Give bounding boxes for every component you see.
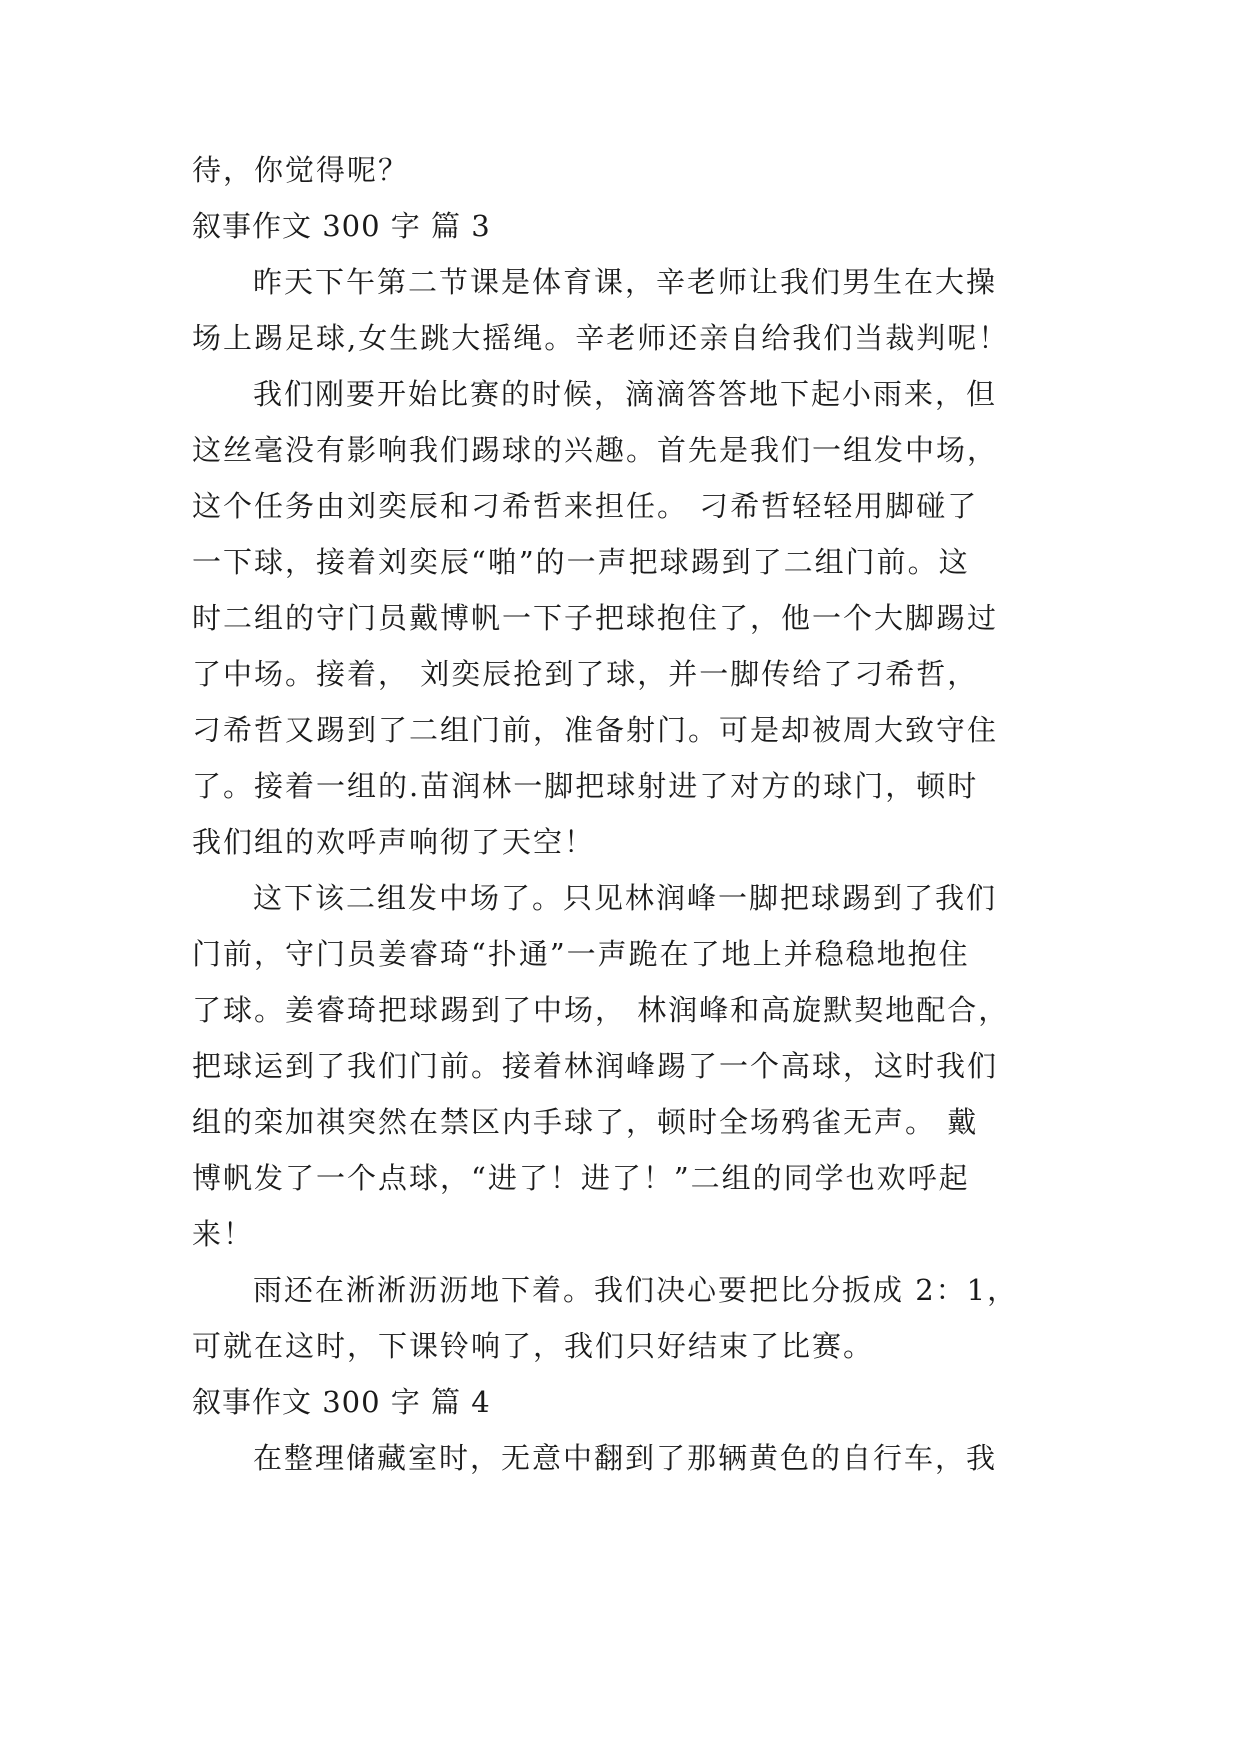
paragraph-line: 场上踢足球,女生跳大摇绳。辛老师还亲自给我们当裁判呢！ <box>192 321 1010 355</box>
paragraph-line: 博帆发了一个点球，“进了！进了！”二组的同学也欢呼起 <box>192 1161 970 1195</box>
paragraph-line: 这个任务由刘奕辰和刁希哲来担任。 刁希哲轻轻用脚碰了 <box>192 489 979 523</box>
section-heading: 叙事作文 300 字 篇 3 <box>192 209 491 243</box>
paragraph-line: 来！ <box>192 1217 255 1251</box>
paragraph-line: 在整理储藏室时，无意中翻到了那辆黄色的自行车，我 <box>253 1441 998 1475</box>
paragraph-line: 了中场。接着， 刘奕辰抢到了球，并一脚传给了刁希哲， <box>192 657 979 691</box>
paragraph-line: 我们刚要开始比赛的时候，滴滴答答地下起小雨来，但 <box>253 377 998 411</box>
paragraph-line: 昨天下午第二节课是体育课，辛老师让我们男生在大操 <box>253 265 998 299</box>
paragraph-line: 这丝毫没有影响我们踢球的兴趣。首先是我们一组发中场， <box>192 433 999 467</box>
paragraph-line: 组的栾加祺突然在禁区内手球了，顿时全场鸦雀无声。 戴 <box>192 1105 979 1139</box>
paragraph-line: 把球运到了我们门前。接着林润峰踢了一个高球，这时我们 <box>192 1049 999 1083</box>
paragraph-line: 我们组的欢呼声响彻了天空！ <box>192 825 596 859</box>
paragraph-line: 可就在这时，下课铃响了，我们只好结束了比赛。 <box>192 1329 875 1363</box>
paragraph-line: 了。接着一组的.苗润林一脚把球射进了对方的球门，顿时 <box>192 769 979 803</box>
paragraph-line: 一下球，接着刘奕辰“啪”的一声把球踢到了二组门前。这 <box>192 545 970 579</box>
paragraph-line: 门前，守门员姜睿琦“扑通”一声跪在了地上并稳稳地抱住 <box>192 937 970 971</box>
paragraph-line: 这下该二组发中场了。只见林润峰一脚把球踢到了我们 <box>253 881 998 915</box>
section-heading: 叙事作文 300 字 篇 4 <box>192 1385 491 1419</box>
paragraph-line: 刁希哲又踢到了二组门前，准备射门。可是却被周大致守住 <box>192 713 999 747</box>
paragraph-line: 了球。姜睿琦把球踢到了中场， 林润峰和高旋默契地配合， <box>192 993 1010 1027</box>
text-line: 待，你觉得呢？ <box>192 153 410 187</box>
paragraph-line: 雨还在淅淅沥沥地下着。我们决心要把比分扳成 2：1， <box>253 1273 1019 1307</box>
paragraph-line: 时二组的守门员戴博帆一下子把球抱住了，他一个大脚踢过 <box>192 601 999 635</box>
